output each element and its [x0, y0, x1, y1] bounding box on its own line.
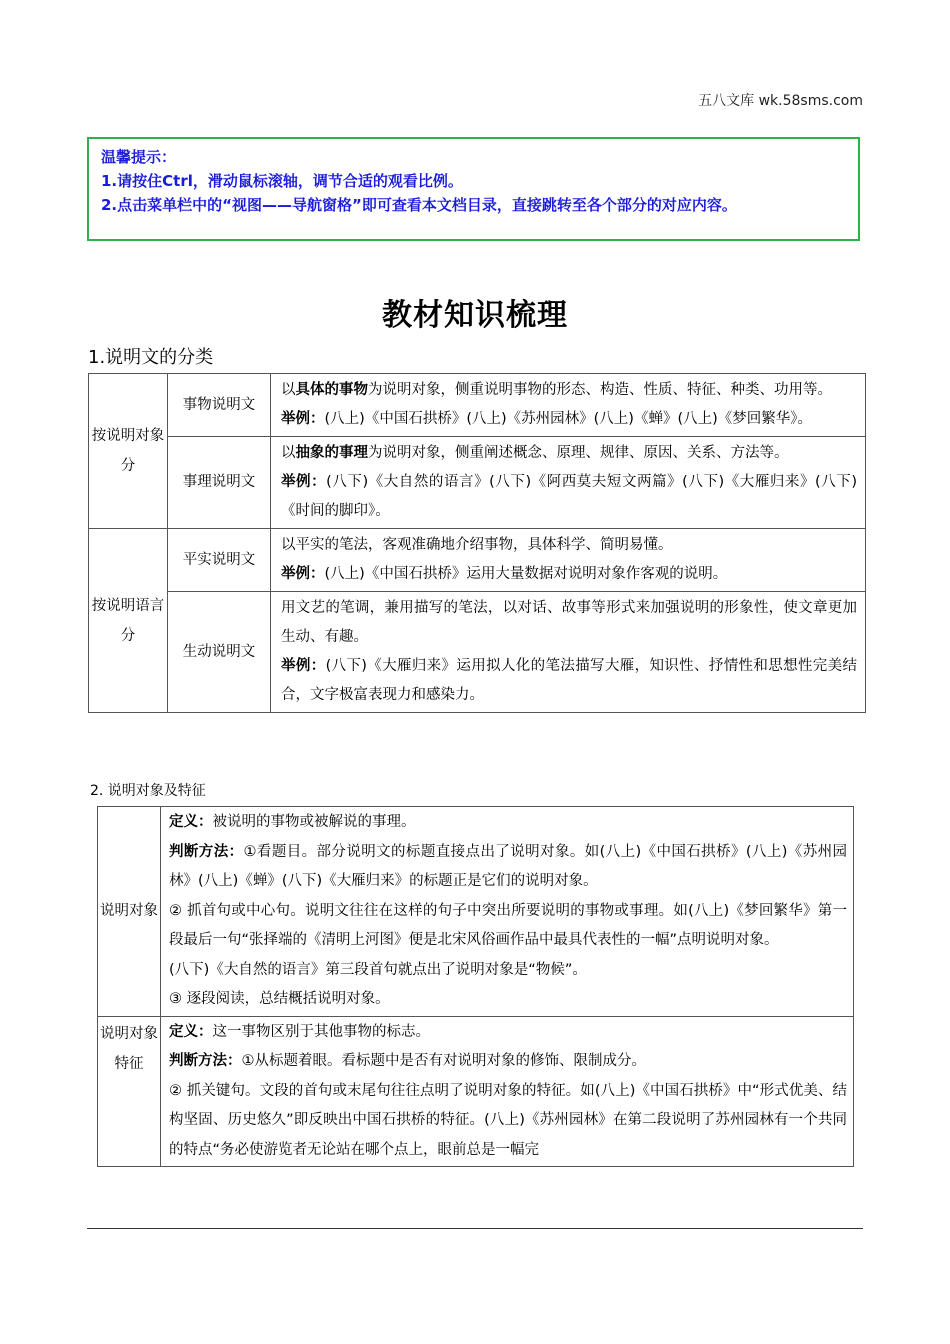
description-cell: 用文艺的笔调，兼用描写的笔法，以对话、故事等形式来加强说明的形象性，使文章更加生动、有趣。 举例：(八下)《大雁归来》运用拟人化的笔法描写大雁，知识性、抒情性和思想性完美结合，文字极富表现力和感染力。: [271, 592, 866, 713]
tip-title: 温馨提示：: [101, 148, 177, 166]
description-cell: 以平实的笔法，客观准确地介绍事物，具体科学、简明易懂。 举例：(八上)《中国石拱桥》运用大量数据对说明对象作客观的说明。: [271, 529, 866, 592]
table-row: [89, 529, 866, 592]
type-cell: 事物说明文: [168, 374, 271, 437]
table-row: [89, 592, 866, 713]
description-cell: 以抽象的事理为说明对象，侧重阐述概念、原理、规律、原因、关系、方法等。 举例：(八下)《大自然的语言》(八下)《阿西莫夫短文两篇》(八下)《大雁归来》(八下)《时间的脚印》。: [271, 437, 866, 529]
description-cell: 定义：被说明的事物或被解说的事理。 判断方法：①看题目。部分说明文的标题直接点出了说明对象。如(八上)《中国石拱桥》(八上)《苏州园林》(八上)《蝉》(八下)《大雁归来》的标题正是它们的说明对象。 ② 抓首句或中心句。说明文往往在这样的句子中突出所要说明的事物或事理。如(八上)《梦回繁华》第一段最后一句“张择端的《清明上河图》便是北宋风俗画作品中最具代表性的一幅”点明说明对象。 (八下)《大自然的语言》第三段首句就点出了说明对象是“物候”。 ③ 逐段阅读，总结概括说明对象。: [161, 807, 854, 1017]
footer-divider: [87, 1228, 863, 1229]
page-title: 教材知识梳理: [382, 298, 568, 333]
table-row: [89, 374, 866, 437]
tip-box: [87, 137, 860, 241]
table-row: [98, 807, 854, 1017]
classification-table: [88, 373, 866, 713]
category-cell: 说明对象特征: [98, 1016, 161, 1167]
section-2-heading: 2. 说明对象及特征: [90, 783, 206, 799]
type-cell: 事理说明文: [168, 437, 271, 529]
tip-line-2: 2.点击菜单栏中的“视图——导航窗格”即可查看本文档目录，直接跳转至各个部分的对应内容。: [101, 196, 737, 214]
table-row: [98, 1016, 854, 1167]
site-watermark: 五八文库 wk.58sms.com: [698, 93, 863, 109]
category-cell: 按说明语言分: [89, 529, 168, 713]
type-cell: 平实说明文: [168, 529, 271, 592]
description-cell: 定义：这一事物区别于其他事物的标志。 判断方法：①从标题着眼。看标题中是否有对说明对象的修饰、限制成分。 ② 抓关键句。文段的首句或末尾句往往点明了说明对象的特征。如(八上)《中国石拱桥》中“形式优美、结构坚固、历史悠久”即反映出中国石拱桥的特征。(八上)《苏州园林》在第二段说明了苏州园林有一个共同的特点“务必使游览者无论站在哪个点上，眼前总是一幅完: [161, 1016, 854, 1167]
type-cell: 生动说明文: [168, 592, 271, 713]
tip-line-1: 1.请按住Ctrl，滑动鼠标滚轴，调节合适的观看比例。: [101, 172, 463, 190]
category-cell: 按说明对象分: [89, 374, 168, 529]
object-feature-table: [97, 806, 854, 1167]
category-cell: 说明对象: [98, 807, 161, 1017]
section-1-heading: 1.说明文的分类: [88, 347, 214, 368]
table-row: [89, 437, 866, 529]
description-cell: 以具体的事物为说明对象，侧重说明事物的形态、构造、性质、特征、种类、功用等。 举例：(八上)《中国石拱桥》(八上)《苏州园林》(八上)《蝉》(八上)《梦回繁华》。: [271, 374, 866, 437]
